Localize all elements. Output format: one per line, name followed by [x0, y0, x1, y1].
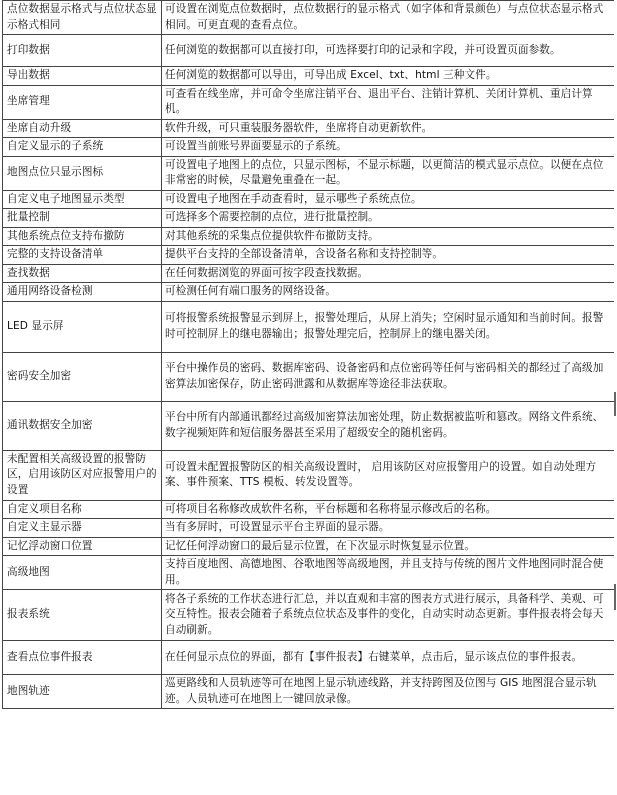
- table-row: [3, 450, 617, 500]
- feature-name: 未配置相关高级设置的报警防区，启用该防区对应报警用户的设置: [3, 450, 162, 500]
- feature-name: 自定义项目名称: [3, 500, 162, 519]
- feature-name: 坐席管理: [3, 85, 162, 119]
- table-row: [3, 556, 617, 590]
- feature-description: 当有多屏时，可设置显示平台主界面的显示器。: [162, 519, 617, 538]
- table-row: [3, 138, 617, 157]
- feature-name: 自定义主显示器: [3, 519, 162, 538]
- table-row: [3, 537, 617, 556]
- table-row: [3, 590, 617, 641]
- table-row: [3, 519, 617, 538]
- table-row: [3, 190, 617, 209]
- feature-description: 可设置电子地图在手动查看时，显示哪些子系统点位。: [162, 190, 617, 209]
- table-row: [3, 641, 617, 675]
- feature-description: 可设置在浏览点位数据时，点位数据行的显示格式（如字体和背景颜色）与点位状态显示格式相同。可更直观的查看点位。: [162, 1, 617, 35]
- feature-description: 在任何数据浏览的界面可按字段查找数据。: [162, 264, 617, 283]
- table-row: [3, 119, 617, 138]
- table-row: [3, 67, 617, 86]
- feature-name: 自定义电子地图显示类型: [3, 190, 162, 209]
- feature-description: 支持百度地图、高德地图、谷歌地图等高级地图，并且支持与传统的图片文件地图同时混合使用。: [162, 556, 617, 590]
- feature-description: 可选择多个需要控制的点位，进行批量控制。: [162, 209, 617, 228]
- feature-name: 其他系统点位支持布撤防: [3, 227, 162, 246]
- feature-description: 可查看在线坐席，并可命令坐席注销平台、退出平台、注销计算机、关闭计算机、重启计算机。: [162, 85, 617, 119]
- feature-name: 通讯数据安全加密: [3, 401, 162, 450]
- feature-description: 可设置电子地图上的点位，只显示图标，不显示标题，以更简洁的模式显示点位。以便在点位非常密的时候，尽量避免重叠在一起。: [162, 156, 617, 190]
- feature-name: 通用网络设备检测: [3, 283, 162, 302]
- table-row: [3, 35, 617, 67]
- feature-name: 高级地图: [3, 556, 162, 590]
- table-row: [3, 227, 617, 246]
- feature-description: 对其他系统的采集点位提供软件布撤防支持。: [162, 227, 617, 246]
- feature-name: 批量控制: [3, 209, 162, 228]
- feature-name: 打印数据: [3, 35, 162, 67]
- feature-description: 提供平台支持的全部设备清单，含设备名称和支持控制等。: [162, 246, 617, 265]
- table-row: [3, 264, 617, 283]
- feature-name: 密码安全加密: [3, 352, 162, 401]
- feature-name: 地图轨迹: [3, 675, 162, 709]
- feature-description: 平台中操作员的密码、数据库密码、设备密码和点位密码等任何与密码相关的都经过了高级加密算法加密保存，防止密码泄露和从数据库等途径非法获取。: [162, 352, 617, 401]
- scroll-marker: [614, 584, 616, 610]
- feature-description: 可设置未配置报警防区的相关高级设置时， 启用该防区对应报警用户的设置。如自动处理方案、事件预案、TTS 模板、转发设置等。: [162, 450, 617, 500]
- feature-rows: [3, 1, 617, 709]
- feature-description: 任何浏览的数据都可以直接打印，可选择要打印的记录和字段，并可设置页面参数。: [162, 35, 617, 67]
- table-row: [3, 675, 617, 709]
- feature-name: 查看点位事件报表: [3, 641, 162, 675]
- feature-name: 坐席自动升级: [3, 119, 162, 138]
- table-row: [3, 401, 617, 450]
- feature-description: 可将项目名称修改成软件名称，平台标题和名称将显示修改后的名称。: [162, 500, 617, 519]
- feature-description: 任何浏览的数据都可以导出，可导出成 Excel、txt、html 三种文件。: [162, 67, 617, 86]
- feature-name: 记忆浮动窗口位置: [3, 537, 162, 556]
- feature-description: 可将报警系统报警显示到屏上，报警处理后，从屏上消失；空闲时显示通知和当前时间。报警时可控制屏上的继电器输出；报警处理完后，控制屏上的继电器关闭。: [162, 301, 617, 352]
- feature-name: 完整的支持设备清单: [3, 246, 162, 265]
- feature-description: 软件升级，可只重装服务器软件，坐席将自动更新软件。: [162, 119, 617, 138]
- feature-name: LED 显示屏: [3, 301, 162, 352]
- feature-description: 将各子系统的工作状态进行汇总，并以直观和丰富的图表方式进行展示，具备科学、美观、可交互特性。报表会随着子系统点位状态及事件的变化，自动实时动态更新。事件报表将会每天自动刷新。: [162, 590, 617, 641]
- table-row: [3, 246, 617, 265]
- table-row: [3, 283, 617, 302]
- feature-description: 可检测任何有端口服务的网络设备。: [162, 283, 617, 302]
- table-row: [3, 156, 617, 190]
- table-row: [3, 1, 617, 35]
- feature-description: 巡更路线和人员轨迹等可在地图上显示轨迹线路，并支持跨图及位图与 GIS 地图混合显示轨迹。人员轨迹可在地图上一键回放录像。: [162, 675, 617, 709]
- feature-description: 平台中所有内部通讯都经过高级加密算法加密处理，防止数据被监听和篡改。网络文件系统、数字视频矩阵和短信服务器甚至采用了超级安全的随机密码。: [162, 401, 617, 450]
- feature-name: 自定义显示的子系统: [3, 138, 162, 157]
- feature-description: 记忆任何浮动窗口的最后显示位置，在下次显示时恢复显示位置。: [162, 537, 617, 556]
- feature-name: 地图点位只显示图标: [3, 156, 162, 190]
- feature-table: [2, 0, 617, 709]
- table-row: [3, 301, 617, 352]
- feature-name: 导出数据: [3, 67, 162, 86]
- table-row: [3, 352, 617, 401]
- feature-description: 可设置当前账号界面要显示的子系统。: [162, 138, 617, 157]
- scroll-marker: [614, 392, 616, 416]
- feature-name: 查找数据: [3, 264, 162, 283]
- feature-name: 点位数据显示格式与点位状态显示格式相同: [3, 1, 162, 35]
- feature-description: 在任何显示点位的界面，都有【事件报表】右键菜单，点击后，显示该点位的事件报表。: [162, 641, 617, 675]
- table-row: [3, 209, 617, 228]
- feature-name: 报表系统: [3, 590, 162, 641]
- table-row: [3, 85, 617, 119]
- table-row: [3, 500, 617, 519]
